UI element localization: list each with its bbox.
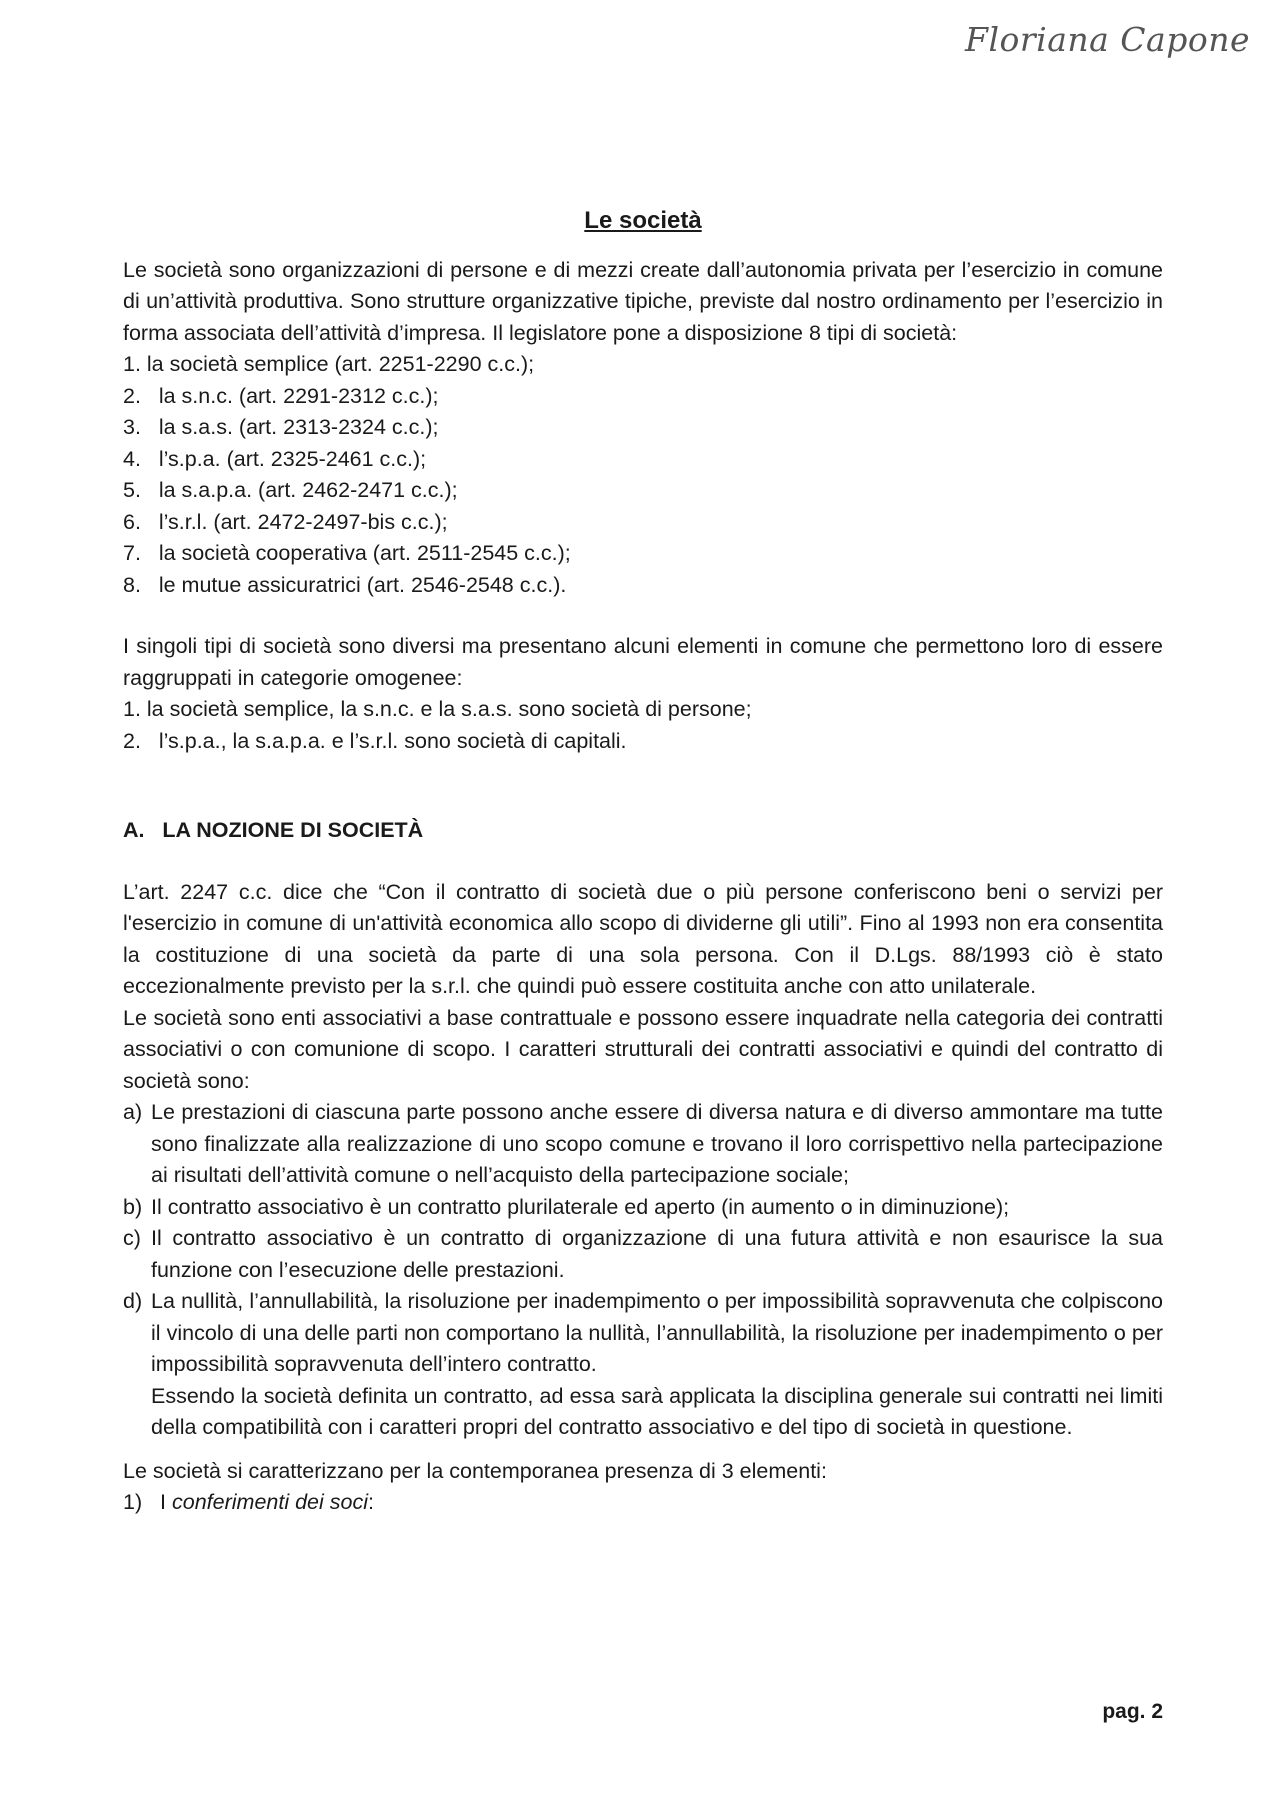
- disciplina-paragraph: [123, 1381, 1163, 1444]
- page-title: Le società: [584, 207, 702, 234]
- item-text: Essendo la società definita un contratto, ad essa sarà applicata la disciplina generale sui contratti nei limiti della compatibilità con i caratteri propri del contratto associativo e del tipo di società in questione.: [151, 1383, 1163, 1439]
- nozione-paragraph: L’art. 2247 c.c. dice che “Con il contratto di società due o più persone conferiscono beni o servizi per l'esercizio in comune di un'attività economica allo scopo di dividerne gli utili”. Fino al 1993 non era consentita la costituzione di una società da parte di una sola persona. Con il D.Lgs. 88/1993 ciò è stato eccezionalmente previsto per la s.r.l. che quindi può essere costituita anche con atto unilaterale.: [123, 879, 1163, 998]
- list-item: 2. la s.n.c. (art. 2291-2312 c.c.);: [123, 383, 439, 408]
- groups-paragraph: I singoli tipi di società sono diversi ma presentano alcuni elementi in comune che permettono loro di essere raggruppati in categorie omogenee:: [123, 634, 1163, 690]
- list-item: [123, 1223, 1163, 1286]
- list-item: 3. la s.a.s. (art. 2313-2324 c.c.);: [123, 415, 439, 439]
- item-text: La nullità, l’annullabilità, la risoluzione per inadempimento o per impossibilità sopravvenuta che colpiscono il vincolo di una delle parti non comportano la nullità, l’annullabilità, la risoluzione per inadempimento o per impossibilità sopravvenuta dell’intero contratto.: [151, 1289, 1163, 1376]
- intro-paragraph: Le società sono organizzazioni di persone e di mezzi create dall’autonomia privata per l’esercizio in comune di un’attività produttiva. Sono strutture organizzative tipiche, previste dal nostro ordinamento per l’esercizio in forma associata dell’attività d’impresa. Il legislatore pone a disposizione 8 tipi di società:: [123, 257, 1163, 345]
- list-item: [123, 1097, 1163, 1192]
- section-heading: A. LA NOZIONE DI SOCIETÀ: [123, 818, 424, 842]
- item-label: a): [123, 1100, 143, 1124]
- list-item: 6. l’s.r.l. (art. 2472-2497-bis c.c.);: [123, 509, 448, 534]
- list-item: [123, 1286, 1163, 1381]
- item-text: Il contratto associativo è un contratto di organizzazione di una futura attività e non esaurisce la sua funzione con l’esecuzione delle prestazioni.: [151, 1226, 1163, 1282]
- page-number: pag. 2: [1102, 1700, 1163, 1723]
- list-item: 5. la s.a.p.a. (art. 2462-2471 c.c.);: [123, 478, 458, 502]
- associativi-paragraph: Le società sono enti associativi a base contrattuale e possono essere inquadrate nella categoria dei contratti associativi o con comunione di scopo. I caratteri strutturali dei contratti associativi e quindi del contratto di società sono:: [123, 1005, 1163, 1093]
- list-item: [123, 1487, 1163, 1519]
- item-text: Il contratto associativo è un contratto plurilaterale ed aperto (in aumento o in diminuzione);: [151, 1194, 1010, 1219]
- caratteri-list: [123, 1097, 1163, 1444]
- list-item: 1. la società semplice, la s.n.c. e la s.a.s. sono società di persone;: [123, 697, 752, 721]
- list-item: 2. l’s.p.a., la s.a.p.a. e l’s.r.l. sono società di capitali.: [123, 728, 627, 753]
- item-prefix: I: [160, 1490, 172, 1514]
- types-list: [123, 349, 1163, 601]
- item-label: d): [123, 1289, 143, 1313]
- item-emphasis: conferimenti dei soci: [172, 1490, 368, 1514]
- list-item: 7. la società cooperativa (art. 2511-2545 c.c.);: [123, 541, 571, 565]
- document-body: [123, 205, 1163, 1519]
- list-item: 1. la società semplice (art. 2251-2290 c.c.);: [123, 352, 535, 376]
- groups-list: [123, 694, 1163, 757]
- author-signature: Floriana Capone: [965, 20, 1250, 59]
- item-suffix: :: [367, 1490, 374, 1514]
- list-item: 4. l’s.p.a. (art. 2325-2461 c.c.);: [123, 446, 427, 471]
- item-label: b): [123, 1194, 143, 1219]
- elementi-paragraph: Le società si caratterizzano per la contemporanea presenza di 3 elementi:: [123, 1458, 827, 1483]
- item-label: 1): [123, 1490, 143, 1514]
- list-item: [123, 1192, 1163, 1224]
- item-text: Le prestazioni di ciascuna parte possono anche essere di diversa natura e di diverso ammontare ma tutte sono finalizzate alla realizzazione di uno scopo comune e trovano il loro corrispettivo nella partecipazione ai risultati dell’attività comune o nell’acquisto della partecipazione sociale;: [151, 1100, 1163, 1187]
- list-item: 8. le mutue assicuratrici (art. 2546-2548 c.c.).: [123, 572, 567, 597]
- item-label: c): [123, 1226, 141, 1250]
